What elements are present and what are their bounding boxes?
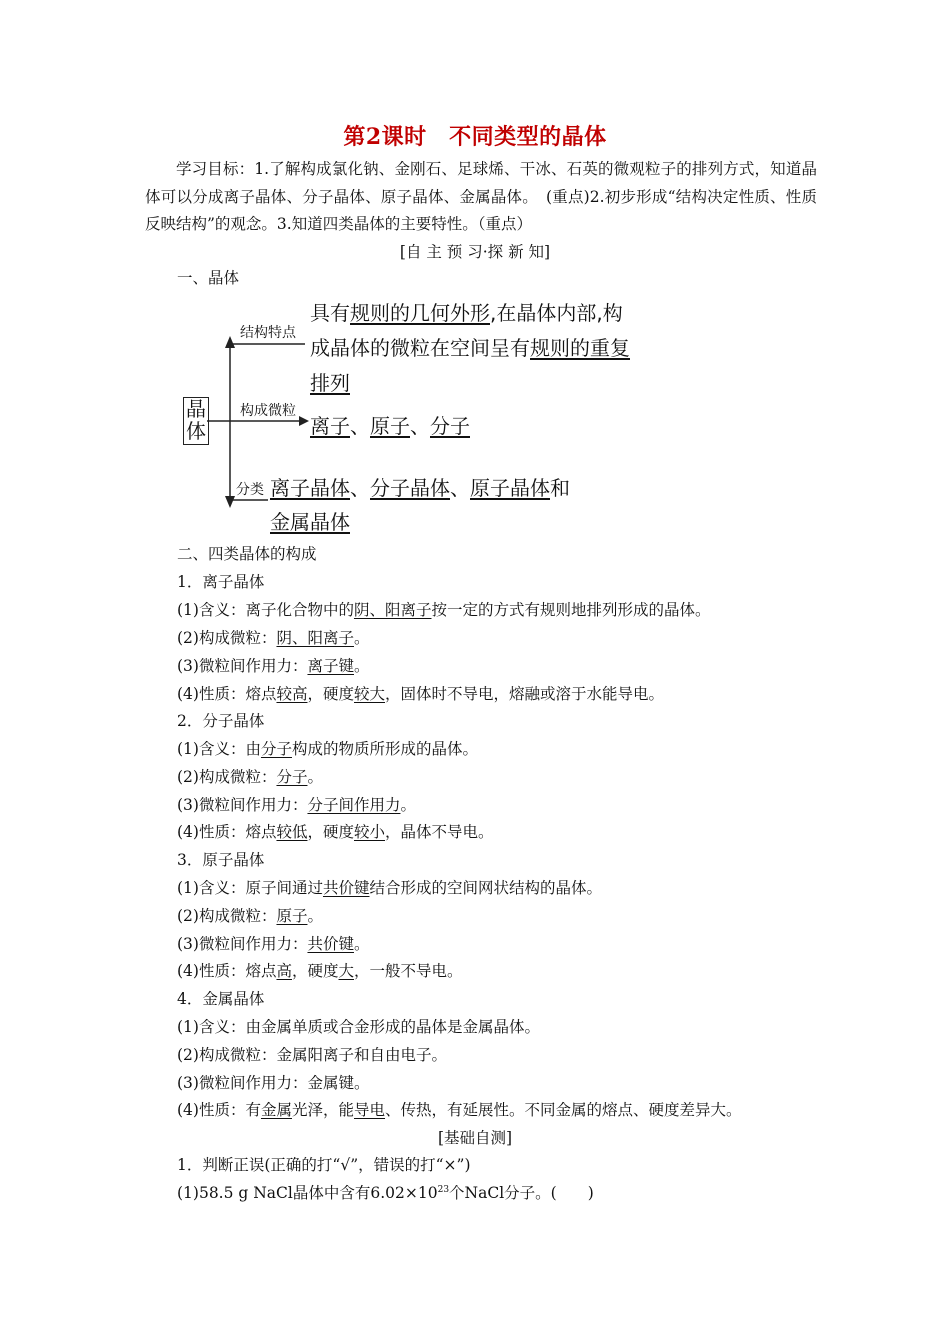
ionic-line3: (3)微粒间作用力：离子键。 xyxy=(177,657,370,675)
crystal-root-bottom: 体 xyxy=(186,419,206,443)
metallic-line2: (2)构成微粒：金属阳离子和自由电子。 xyxy=(177,1046,447,1064)
atomic-line1: (1)含义：原子间通过共价键结合形成的空间网状结构的晶体。 xyxy=(177,879,602,897)
ionic-heading: 1．离子晶体 xyxy=(177,573,265,591)
metallic-line1: (1)含义：由金属单质或合金形成的晶体是金属晶体。 xyxy=(177,1018,540,1036)
molecular-line3: (3)微粒间作用力：分子间作用力。 xyxy=(177,796,416,814)
metallic-line4: (4)性质：有金属光泽，能导电、传热，有延展性。不同金属的熔点、硬度差异大。 xyxy=(177,1101,742,1119)
atomic-line2: (2)构成微粒：原子。 xyxy=(177,907,323,925)
branch1-label: 结构特点 xyxy=(240,325,296,341)
ionic-line4: (4)性质：熔点较高，硬度较大，固体时不导电，熔融或溶于水能导电。 xyxy=(177,685,665,703)
atomic-heading: 3．原子晶体 xyxy=(177,851,265,869)
learning-goals: 学习目标：1.了解构成氯化钠、金刚石、足球烯、干冰、石英的微观粒子的排列方式，知道晶体可以分成离子晶体、分子晶体、原子晶体、金属晶体。 (重点)2.初步形成“结构决定性质、性质反映结构”的观念。3.知道四类晶体的主要特性。（重点） xyxy=(145,160,817,233)
branch2-text: 离子、原子、分子 xyxy=(310,414,470,438)
branch3-text-line2: 金属晶体 xyxy=(270,510,350,534)
atomic-line3: (3)微粒间作用力：共价键。 xyxy=(177,935,370,953)
branch3-text-line1: 离子晶体、分子晶体、原子晶体和 xyxy=(270,476,570,500)
molecular-heading: 2．分子晶体 xyxy=(177,712,265,730)
lesson-title: 第2课时 不同类型的晶体 xyxy=(343,124,607,150)
crystal-root-top: 晶 xyxy=(186,397,206,421)
branch3-label: 分类 xyxy=(236,482,264,498)
branch2-arrow-icon xyxy=(299,416,309,426)
ionic-line1: (1)含义：离子化合物中的阴、阳离子按一定的方式有规则地排列形成的晶体。 xyxy=(177,601,711,619)
preview-header: [自 主 预 习·探 新 知] xyxy=(399,243,551,261)
branch2-label: 构成微粒 xyxy=(240,403,296,419)
selftest-header: [基础自测] xyxy=(437,1129,513,1147)
molecular-line2: (2)构成微粒：分子。 xyxy=(177,768,323,786)
molecular-line1: (1)含义：由分子构成的物质所形成的晶体。 xyxy=(177,740,478,758)
section2-heading: 二、四类晶体的构成 xyxy=(177,545,317,563)
question1-heading: 1．判断正误(正确的打“√”，错误的打“×”) xyxy=(177,1156,471,1174)
branch3-arrow-icon xyxy=(225,496,235,508)
crystal-root-box xyxy=(183,397,209,445)
branch1-arrow-icon xyxy=(225,336,235,348)
branch1-text-line2: 成晶体的微粒在空间呈有规则的重复 xyxy=(310,336,630,360)
branch1-text-line1: 具有规则的几何外形,在晶体内部,构 xyxy=(310,301,623,325)
molecular-line4: (4)性质：熔点较低，硬度较小，晶体不导电。 xyxy=(177,823,494,841)
atomic-line4: (4)性质：熔点高，硬度大，一般不导电。 xyxy=(177,962,463,980)
ionic-line2: (2)构成微粒：阴、阳离子。 xyxy=(177,629,370,647)
metallic-heading: 4．金属晶体 xyxy=(177,990,265,1008)
question1-item1: (1)58.5 g NaCl晶体中含有$6.02\times 10^{23}$个NaCl分子。( ) xyxy=(177,1184,594,1202)
section1-heading: 一、晶体 xyxy=(177,269,240,287)
branch1-text-line3: 排列 xyxy=(310,371,350,395)
metallic-line3: (3)微粒间作用力：金属键。 xyxy=(177,1074,370,1092)
